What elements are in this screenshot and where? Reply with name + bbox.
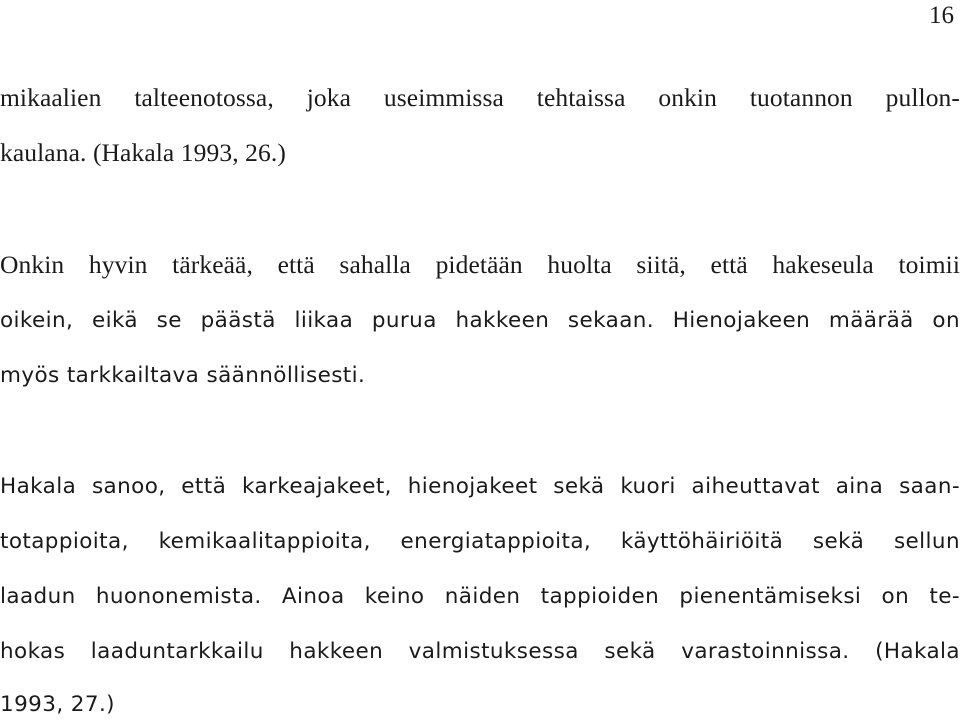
page-number: 16 [929, 2, 954, 29]
paragraph-1-line-1: mikaalien talteenotossa, joka useimmissa tehtaissa onkin tuotannon pullon- [0, 83, 960, 112]
paragraph-2-line-1: Onkin hyvin tärkeää, että sahalla pidetään huolta siitä, että hakeseula toimii [0, 250, 960, 279]
paragraph-2-line-3: myös tarkkailtava säännöllisesti. [0, 363, 366, 388]
paragraph-3-line-3: laadun huononemista. Ainoa keino näiden tappioiden pienentämiseksi on te- [0, 584, 960, 609]
paragraph-3-line-1: Hakala sanoo, että karkeajakeet, hienojakeet sekä kuori aiheuttavat aina saan- [0, 474, 960, 499]
paragraph-2-line-2: oikein, eikä se päästä liikaa purua hakkeen sekaan. Hienojakeen määrää on [0, 308, 960, 333]
paragraph-3-line-4: hokas laaduntarkkailu hakkeen valmistuksessa sekä varastoinnissa. (Hakala [0, 639, 960, 664]
paragraph-3-line-5: 1993, 27.) [0, 692, 115, 717]
paragraph-3-line-2: totappioita, kemikaalitappioita, energiatappioita, käyttöhäiriöitä sekä sellun [0, 529, 960, 554]
paragraph-1-line-2: kaulana. (Hakala 1993, 26.) [0, 138, 286, 167]
